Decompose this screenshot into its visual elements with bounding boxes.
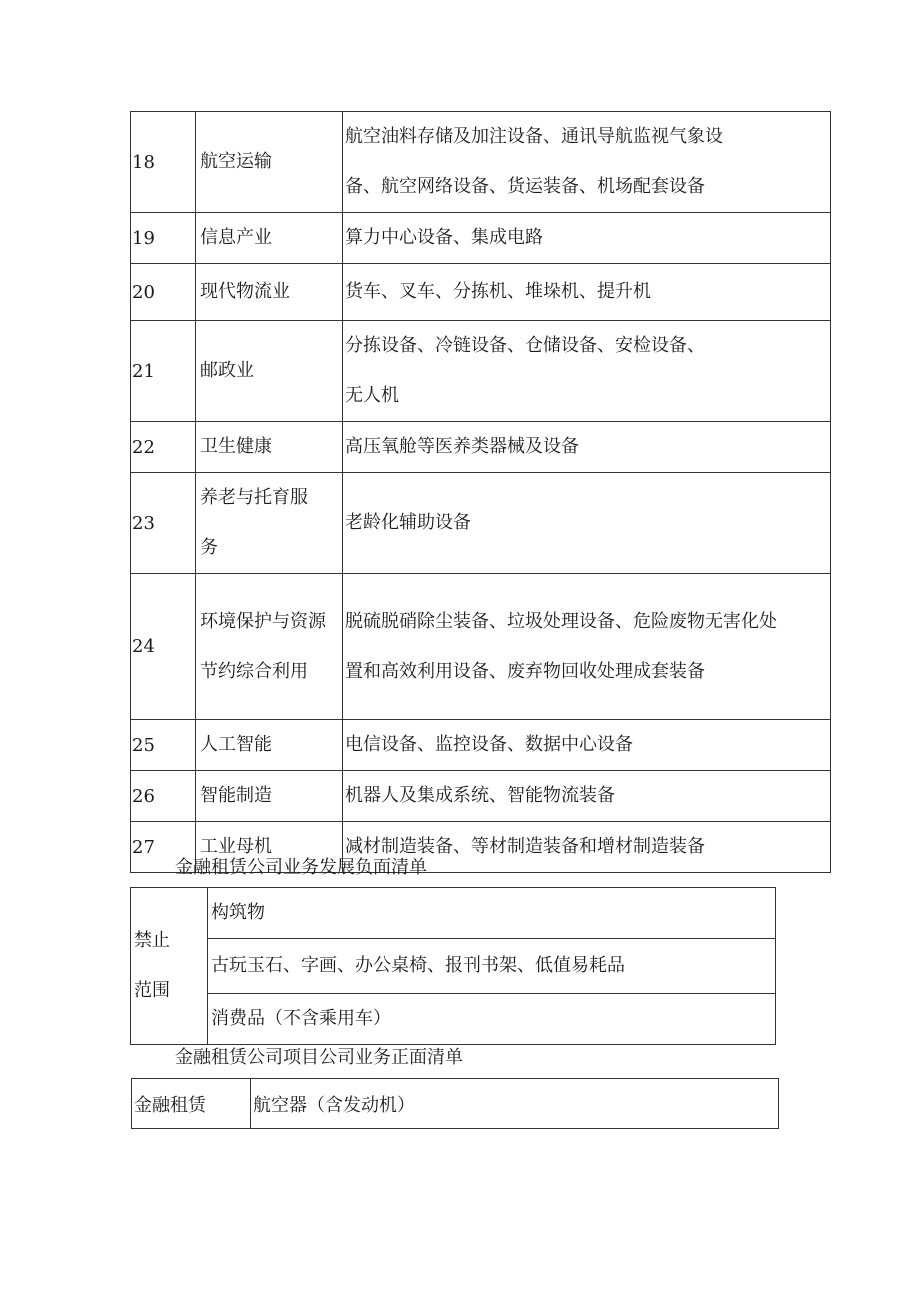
row-number: 21 — [131, 321, 196, 422]
sector-name: 卫生健康 — [196, 422, 343, 473]
equipment-list: 分拣设备、冷链设备、仓储设备、安检设备、 无人机 — [343, 321, 831, 422]
row-number: 27 — [131, 822, 196, 873]
equipment-list: 机器人及集成系统、智能物流装备 — [343, 771, 831, 822]
table-row — [131, 994, 776, 1045]
table-row — [131, 112, 831, 213]
equipment-list: 高压氧舱等医养类器械及设备 — [343, 422, 831, 473]
equipment-list: 算力中心设备、集成电路 — [343, 213, 831, 264]
row-number: 26 — [131, 771, 196, 822]
sector-name: 人工智能 — [196, 720, 343, 771]
table-row — [132, 1079, 779, 1129]
positive-list-item: 航空器（含发动机） — [251, 1079, 779, 1129]
row-number: 20 — [131, 264, 196, 321]
table-row — [131, 939, 776, 994]
row-number: 24 — [131, 574, 196, 720]
industry-equipment-table — [130, 111, 831, 873]
equipment-list: 老龄化辅助设备 — [343, 473, 831, 574]
positive-list-label: 金融租赁 — [132, 1079, 251, 1129]
table-row — [131, 720, 831, 771]
prohibited-scope-label: 禁止 范围 — [131, 888, 208, 1045]
equipment-list: 电信设备、监控设备、数据中心设备 — [343, 720, 831, 771]
row-number: 23 — [131, 473, 196, 574]
prohibited-item: 构筑物 — [208, 888, 776, 939]
equipment-list: 货车、叉车、分拣机、堆垛机、提升机 — [343, 264, 831, 321]
equipment-list: 脱硫脱硝除尘装备、垃圾处理设备、危险废物无害化处 置和高效利用设备、废弃物回收处理成套装备 — [343, 574, 831, 720]
sector-name: 环境保护与资源 节约综合利用 — [196, 574, 343, 720]
table-row — [131, 888, 776, 939]
row-number: 25 — [131, 720, 196, 771]
row-number: 18 — [131, 112, 196, 213]
sector-name: 邮政业 — [196, 321, 343, 422]
row-number: 22 — [131, 422, 196, 473]
row-number: 19 — [131, 213, 196, 264]
prohibited-item: 古玩玉石、字画、办公桌椅、报刊书架、低值易耗品 — [208, 939, 776, 994]
prohibited-item: 消费品（不含乘用车） — [208, 994, 776, 1045]
sector-name: 现代物流业 — [196, 264, 343, 321]
equipment-list: 减材制造装备、等材制造装备和增材制造装备 — [343, 822, 831, 873]
sector-name: 养老与托育服 务 — [196, 473, 343, 574]
positive-list-table — [131, 1078, 779, 1129]
table-row — [131, 321, 831, 422]
sector-name: 智能制造 — [196, 771, 343, 822]
sector-name: 信息产业 — [196, 213, 343, 264]
table-row — [131, 264, 831, 321]
table-row — [131, 473, 831, 574]
table-row — [131, 213, 831, 264]
table-row — [131, 771, 831, 822]
positive-list-caption: 金融租赁公司项目公司业务正面清单 — [175, 1047, 463, 1068]
negative-list-caption: 金融租赁公司业务发展负面清单 — [175, 857, 427, 878]
sector-name: 航空运输 — [196, 112, 343, 213]
table-row — [131, 422, 831, 473]
sector-name: 工业母机 — [196, 822, 343, 873]
negative-list-table — [130, 887, 776, 1045]
equipment-list: 航空油料存储及加注设备、通讯导航监视气象设 备、航空网络设备、货运装备、机场配套设备 — [343, 112, 831, 213]
table-row — [131, 574, 831, 720]
